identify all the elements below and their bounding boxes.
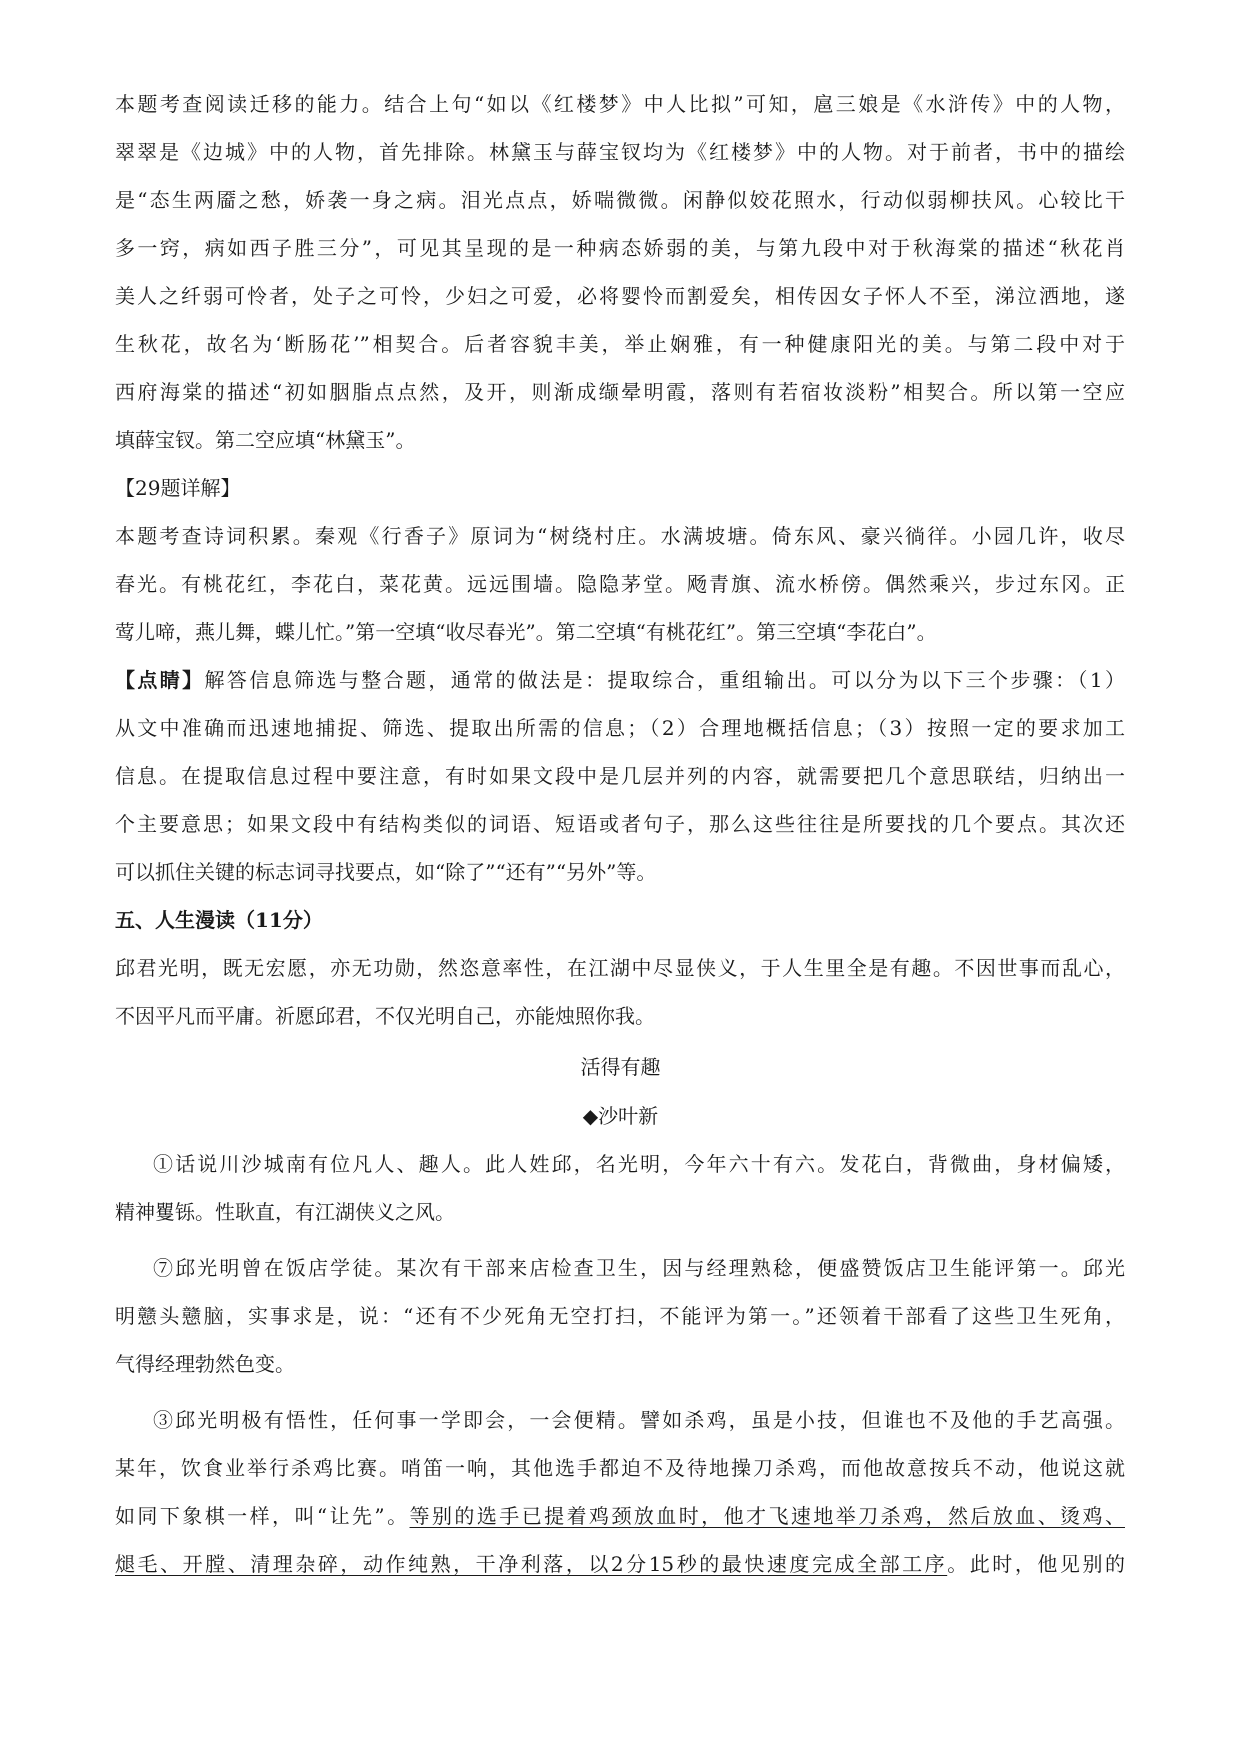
paragraph-line: 精神矍铄。性耿直，有江湖侠义之风。 <box>115 1200 455 1224</box>
tip-label: 【点睛】 <box>115 668 205 692</box>
text-line-tip <box>115 656 1125 704</box>
paragraph-line <box>115 1540 1125 1588</box>
text-line: 多一窍，病如西子胜三分”，可见其呈现的是一种病态娇弱的美，与第九段中对于秋海棠的描述“秋花肖 <box>115 236 1125 260</box>
text-line: 本题考查阅读迁移的能力。结合上句“如以《红楼梦》中人比拟”可知，扈三娘是《水浒传》中的人物， <box>115 92 1125 116</box>
text-line: 是“态生两靥之愁，娇袭一身之病。泪光点点，娇喘微微。闲静似姣花照水，行动似弱柳扶风。心较比干 <box>115 188 1125 212</box>
text-line: 可以抓住关键的标志词寻找要点，如“除了”“还有”“另外”等。 <box>115 860 657 884</box>
text-line: 生秋花，故名为‘断肠花’”相契合。后者容貌丰美，举止娴雅，有一种健康阳光的美。与第二段中对于 <box>115 332 1125 356</box>
text-line: 从文中准确而迅速地捕捉、筛选、提取出所需的信息；（2）合理地概括信息；（3）按照一定的要求加工 <box>115 716 1125 740</box>
underlined-text: 等别的选手已提着鸡颈放血时，他才飞速地举刀杀鸡，然后放血、烫鸡、 <box>409 1504 1125 1528</box>
paragraph-line: 某年，饮食业举行杀鸡比赛。哨笛一响，其他选手都迫不及待地操刀杀鸡，而他故意按兵不动，他说这就 <box>115 1456 1125 1480</box>
article-title: 活得有趣 <box>580 1055 661 1079</box>
tip-text: 解答信息筛选与整合题，通常的做法是：提取综合，重组输出。可以分为以下三个步骤：（1） <box>204 668 1126 692</box>
text-line: 西府海棠的描述“初如胭脂点点然，及开，则渐成缬晕明霞，落则有若宿妆淡粉”相契合。所以第一空应 <box>115 380 1125 404</box>
text-line: 不因平凡而平庸。祈愿邱君，不仅光明自己，亦能烛照你我。 <box>115 1004 655 1028</box>
text-line: 邱君光明，既无宏愿，亦无功勋，然恣意率性，在江湖中尽显侠义，于人生里全是有趣。不因世事而乱心， <box>115 956 1125 980</box>
underlined-text: 煺毛、开膛、清理杂碎，动作纯熟，干净利落，以2分15秒的最快速度完成全部工序 <box>115 1552 948 1576</box>
text-line: 个主要意思；如果文段中有结构类似的词语、短语或者句子，那么这些往往是所要找的几个要点。其次还 <box>115 812 1125 836</box>
text-line: 信息。在提取信息过程中要注意，有时如果文段中是几层并列的内容，就需要把几个意思联结，归纳出一 <box>115 764 1125 788</box>
text-line: 莺儿啼，燕儿舞，蝶儿忙。”第一空填“收尽春光”。第二空填“有桃花红”。第三空填“李花白”。 <box>115 620 937 644</box>
paragraph-line: ①话说川沙城南有位凡人、趣人。此人姓邱，名光明，今年六十有六。发花白，背微曲，身材偏矮， <box>153 1152 1125 1176</box>
paragraph-line: ⑦邱光明曾在饭店学徒。某次有干部来店检查卫生，因与经理熟稔，便盛赞饭店卫生能评第一。邱光 <box>153 1256 1125 1280</box>
plain-text: 。此时，他见别的 <box>947 1552 1125 1576</box>
text-line: 翠翠是《边城》中的人物，首先排除。林黛玉与薛宝钗均为《红楼梦》中的人物。对于前者，书中的描绘 <box>115 140 1125 164</box>
plain-text: 如同下象棋一样，叫“让先”。 <box>115 1504 410 1528</box>
text-line: 填薛宝钗。第二空应填“林黛玉”。 <box>115 428 416 452</box>
text-line: 美人之纤弱可怜者，处子之可怜，少妇之可爱，必将婴怜而割爱矣，相传因女子怀人不至，涕泣洒地，遂 <box>115 284 1125 308</box>
section-title: 五、人生漫读（11分） <box>115 908 323 932</box>
text-line: 本题考查诗词积累。秦观《行香子》原词为“树绕村庄。水满坡塘。倚东风、豪兴徜徉。小园几许，收尽 <box>115 524 1125 548</box>
paragraph-line: ③邱光明极有悟性，任何事一学即会，一会便精。譬如杀鸡，虽是小技，但谁也不及他的手艺高强。 <box>153 1408 1125 1432</box>
paragraph-line <box>115 1492 1125 1540</box>
section-heading-29: 【29题详解】 <box>115 476 241 500</box>
text-line: 春光。有桃花红，李花白，菜花黄。远远围墙。隐隐茅堂。飏青旗、流水桥傍。偶然乘兴，步过东冈。正 <box>115 572 1125 596</box>
article-author: ◆沙叶新 <box>582 1104 659 1128</box>
paragraph-line: 明戆头戆脑，实事求是，说：“还有不少死角无空打扫，不能评为第一。”还领着干部看了这些卫生死角， <box>115 1304 1125 1328</box>
paragraph-line: 气得经理勃然色变。 <box>115 1352 295 1376</box>
